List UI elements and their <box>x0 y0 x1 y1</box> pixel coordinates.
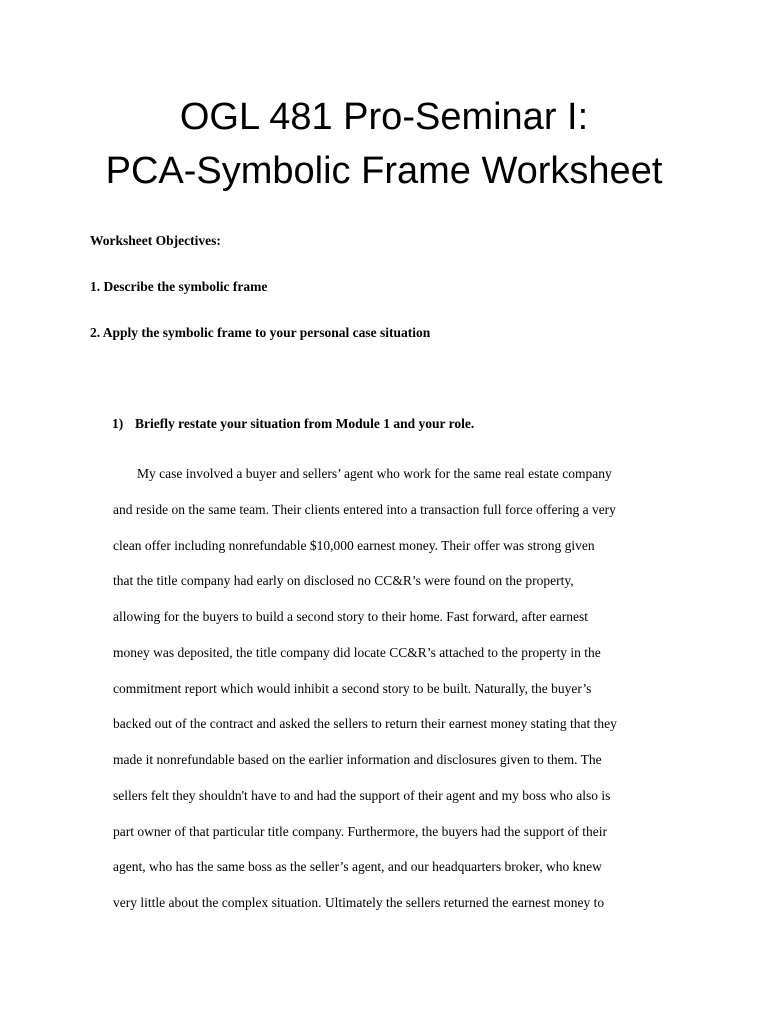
answer-line: and reside on the same team. Their clients entered into a transaction full force offering a very <box>113 501 616 517</box>
question-text: Briefly restate your situation from Module 1 and your role. <box>135 416 475 431</box>
answer-line: part owner of that particular title company. Furthermore, the buyers had the support of their <box>113 823 607 839</box>
answer-line: sellers felt they shouldn't have to and had the support of their agent and my boss who also is <box>113 787 611 803</box>
answer-line: My case involved a buyer and sellers’ agent who work for the same real estate company <box>137 466 612 481</box>
answer-line: very little about the complex situation. Ultimately the sellers returned the earnest money to <box>113 895 605 910</box>
question-number: 1) <box>112 416 124 431</box>
document-title-line-1: OGL 481 Pro-Seminar I: <box>179 96 589 138</box>
objective-item: 2. Apply the symbolic frame to your personal case situation <box>90 325 431 340</box>
answer-line: allowing for the buyers to build a second story to their home. Fast forward, after earnest <box>113 609 588 624</box>
answer-line: agent, who has the same boss as the seller’s agent, and our headquarters broker, who knew <box>113 859 602 875</box>
document-title-line-2: PCA-Symbolic Frame Worksheet <box>105 150 663 192</box>
answer-line: clean offer including nonrefundable $10,000 earnest money. Their offer was strong given <box>113 537 595 553</box>
answer-1-paragraph <box>113 456 693 921</box>
objectives-heading: Worksheet Objectives: <box>90 233 221 248</box>
question-1 <box>112 416 474 432</box>
answer-line: commitment report which would inhibit a second story to be built. Naturally, the buyer’s <box>113 680 592 696</box>
answer-line: money was deposited, the title company did locate CC&R’s attached to the property in the <box>113 644 601 660</box>
answer-line: backed out of the contract and asked the sellers to return their earnest money stating that they <box>113 716 617 732</box>
answer-line: that the title company had early on disclosed no CC&R’s were found on the property, <box>113 573 574 589</box>
answer-line: made it nonrefundable based on the earlier information and disclosures given to them. The <box>113 752 602 767</box>
objective-item: 1. Describe the symbolic frame <box>90 279 268 294</box>
